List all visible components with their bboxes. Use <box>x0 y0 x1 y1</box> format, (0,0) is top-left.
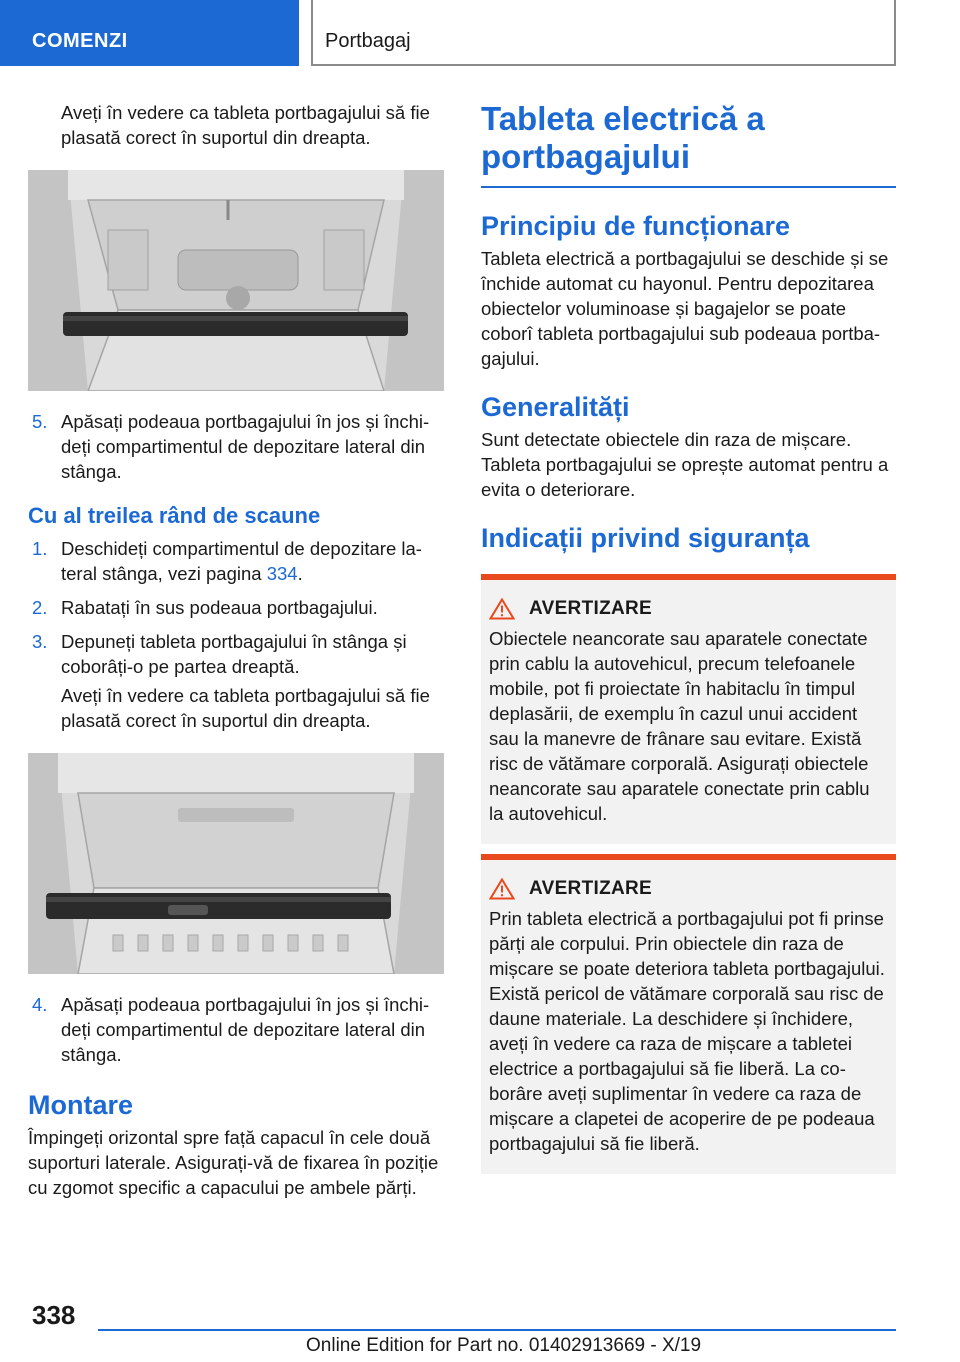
heading-mount: Montare <box>28 1090 134 1120</box>
step-text: Deschideți compartimentul de depozitare lateral stânga, vezi pagina <box>61 538 422 584</box>
heading-principle: Principiu de funcționare <box>481 211 791 241</box>
warning-triangle-icon <box>489 598 515 620</box>
step-number: 4. <box>32 994 48 1015</box>
warning-box <box>481 574 896 844</box>
step3-note: Aveți în vedere ca tableta portbagajului să fie plasată corect în suportul din dreapta. <box>61 685 430 731</box>
right-column <box>481 100 896 1174</box>
section-title: Tableta electrică a portbagajului <box>481 100 765 175</box>
trunk-image-2 <box>28 753 444 974</box>
step-number: 5. <box>32 411 48 432</box>
list-item: 1. Deschideți compartimentul de depozitare lateral stânga, vezi pagina 334. <box>32 538 422 584</box>
trunk-image-1 <box>28 170 444 391</box>
step-number: 2. <box>32 597 48 618</box>
step-text: Apăsați podeaua portbagajului în jos și închideți compartimentul de depozitare lateral din stânga. <box>61 994 430 1065</box>
heading-safety: Indicații privind siguranța <box>481 523 810 553</box>
principle-text: Tableta electrică a portbagajului se deschide și se închide automat cu hayonul. Pentru depozitarea obiectelor voluminoase și bagajelor se poate coborî tableta portbagajului sub podeaua portbagajului. <box>481 248 889 369</box>
edition-note: Online Edition for Part no. 01402913669 - X/19 <box>306 1335 702 1356</box>
trunk-illustration-2 <box>28 753 444 974</box>
list-item <box>28 629 444 679</box>
section-tab[interactable]: COMENZI <box>0 0 299 66</box>
step-number: 3. <box>32 631 48 652</box>
warning-title: AVERTIZARE <box>529 598 652 619</box>
general-text: Sunt detectate obiectele din raza de mișcare. Tableta portbagajului se oprește automat pentru a evita o deteriorare. <box>481 429 889 500</box>
left-column <box>28 100 444 1200</box>
mount-text: Împingeți orizontal spre față capacul în cele două suporturi laterale. Asigurați-vă de fixarea în poziție cu zgomot specific a capacului pe ambele părți. <box>28 1127 439 1198</box>
footer-divider <box>98 1329 896 1331</box>
warning-title: AVERTIZARE <box>529 878 652 899</box>
step-text: Depuneți tableta portbagajului în stânga și coborâți-o pe partea dreaptă. <box>61 631 407 677</box>
page-title: Portbagaj <box>325 30 411 52</box>
warning-triangle-icon <box>489 878 515 900</box>
list-item <box>28 992 444 1067</box>
list-item <box>28 409 444 484</box>
warning-text: Obiectele neancorate sau aparatele conectate prin cablu la autovehicul, precum telefoanele mobile, pot fi proiectate în habitaclu în timpul deplasării, de exemplu în cazul unui accident sau la manevre de frânare sau evitare. Există risc de vătămare corporală. Asigurați obiectele neancorate sau aparatele conectate prin cablu la autovehicul. <box>489 628 870 824</box>
step-text: Apăsați podeaua portbagajului în jos și închideți compartimentul de depozitare lateral din stânga. <box>61 411 430 482</box>
list-item <box>28 595 444 620</box>
heading-third-row: Cu al treilea rând de scaune <box>28 503 321 528</box>
trunk-illustration-1 <box>28 170 444 391</box>
page-number: 338 <box>32 1300 76 1330</box>
warning-box <box>481 854 896 1174</box>
step-number: 1. <box>32 538 48 559</box>
title-divider <box>481 186 896 188</box>
page-link[interactable]: 334 <box>266 563 298 584</box>
heading-general: Generalități <box>481 392 630 422</box>
intro-note: Aveți în vedere ca tableta portbagajului să fie plasată corect în suportul din dreapta. <box>61 102 430 148</box>
warning-text: Prin tableta electrică a portbagajului pot fi prinse părți ale corpului. Prin obiectele din raza de mișcare se poate deteriora tableta portbagajului. Există pericol de vătămare corporală sau risc de daune materiale. La deschidere și închidere, aveți în vedere ca raza de mișcare a tabletei electrice a portbagajului să fie liberă. La coborâre aveți suplimentar în vedere ca raza de mișcare a clapetei de acoperire de pe podeaua portbagajului să fie liberă. <box>489 908 885 1154</box>
step-text: Rabatați în sus podeaua portbagajului. <box>61 597 378 618</box>
